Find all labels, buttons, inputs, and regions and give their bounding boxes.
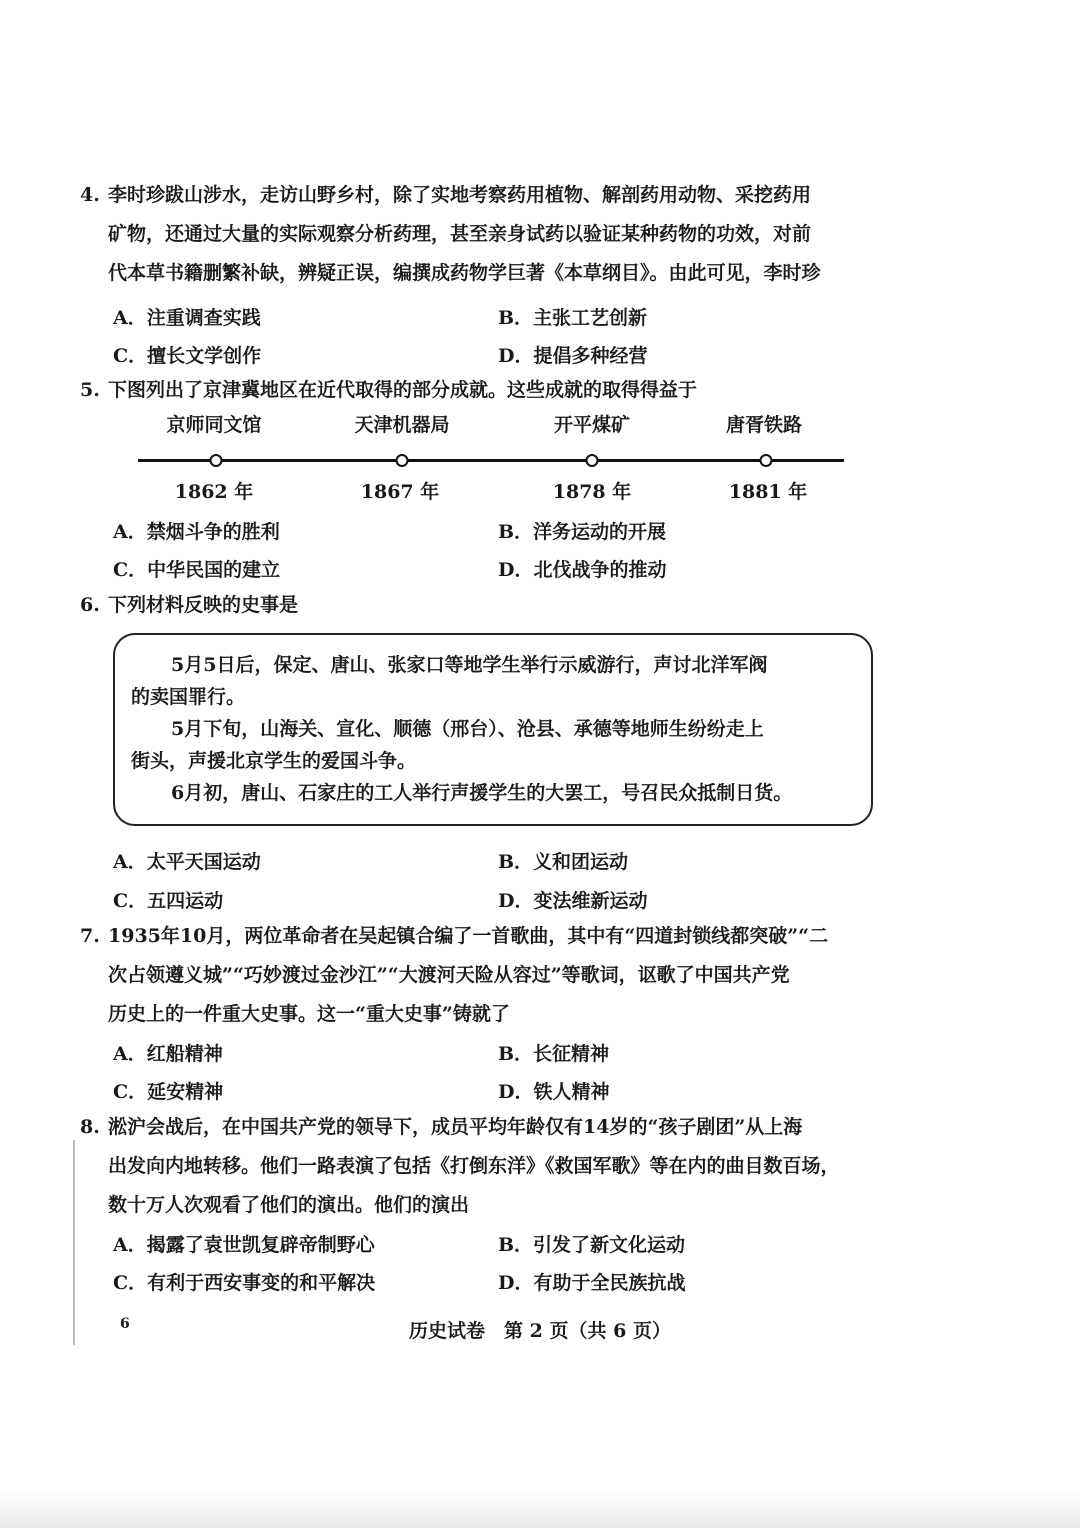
timeline-label: 京师同文馆	[166, 414, 262, 436]
option-c: C．延安精神	[113, 1081, 224, 1103]
question-number: 8.	[80, 1116, 100, 1138]
timeline-node	[210, 454, 223, 467]
question-text: 代本草书籍删繁补缺，辨疑正误，编撰成药物学巨著《本草纲目》。由此可见，李时珍	[108, 262, 821, 284]
timeline-label: 天津机器局	[354, 414, 450, 436]
question-text: 矿物，还通过大量的实际观察分析药理，甚至亲身试药以验证某种药物的功效，对前	[108, 223, 812, 245]
question-text: 1935年10月，两位革命者在吴起镇合编了一首歌曲，其中有“四道封锁线都突破”“二	[108, 925, 829, 947]
question-text: 次占领遵义城”“巧妙渡过金沙江”“大渡河天险从容过”等歌词，讴歌了中国共产党	[108, 964, 790, 986]
question-5	[80, 371, 930, 410]
option-c: C．擅长文学创作	[113, 345, 262, 367]
timeline-label: 开平煤矿	[553, 414, 631, 436]
scan-edge-line	[73, 1140, 75, 1345]
option-b: B．义和团运动	[498, 851, 629, 873]
option-d: D．有助于全民族抗战	[498, 1272, 686, 1294]
option-c: C．五四运动	[113, 890, 224, 912]
question-6	[80, 586, 930, 625]
option-b: B．长征精神	[498, 1043, 610, 1065]
option-a: A．揭露了袁世凯复辟帝制野心	[113, 1234, 375, 1256]
option-a: A．注重调查实践	[113, 307, 261, 329]
option-a: A．禁烟斗争的胜利	[113, 521, 280, 543]
question-text: 李时珍跋山涉水，走访山野乡村，除了实地考察药用植物、解剖药用动物、采挖药用	[108, 184, 812, 206]
question-4	[80, 176, 930, 293]
question-text: 出发向内地转移。他们一路表演了包括《打倒东洋》《救国军歌》等在内的曲目数百场，	[108, 1155, 840, 1177]
question-number: 6.	[80, 594, 100, 616]
material-line: 6月初，唐山、石家庄的工人举行声援学生的大罢工，号召民众抵制日货。	[171, 782, 793, 804]
option-a: A．红船精神	[113, 1043, 223, 1065]
timeline-label: 唐胥铁路	[725, 414, 803, 436]
scan-bottom-shade	[0, 1490, 1080, 1528]
question-number: 5.	[80, 379, 100, 401]
footer-text: 历史试卷 第 2 页（共 6 页）	[409, 1320, 671, 1342]
timeline	[130, 410, 860, 510]
timeline-axis	[138, 459, 844, 462]
option-d: D．北伐战争的推动	[498, 559, 667, 581]
material-line: 5月5日后，保定、唐山、张家口等地学生举行示威游行，声讨北洋军阀	[171, 654, 768, 676]
question-8	[80, 1108, 930, 1225]
question-text: 下列材料反映的史事是	[108, 594, 299, 616]
material-box	[113, 633, 873, 826]
question-number: 7.	[80, 925, 100, 947]
page-mark: 6	[120, 1316, 130, 1332]
option-d: D．提倡多种经营	[498, 345, 648, 367]
timeline-year: 1881 年	[728, 481, 808, 503]
option-b: B．引发了新文化运动	[498, 1234, 686, 1256]
option-c: C．有利于西安事变的和平解决	[113, 1272, 376, 1294]
question-text: 数十万人次观看了他们的演出。他们的演出	[108, 1194, 470, 1216]
timeline-node	[396, 454, 409, 467]
timeline-year: 1867 年	[360, 481, 440, 503]
material-line: 5月下旬，山海关、宣化、顺德（邢台）、沧县、承德等地师生纷纷走上	[171, 718, 764, 740]
question-text: 历史上的一件重大史事。这一“重大史事”铸就了	[108, 1003, 510, 1025]
question-text: 淞沪会战后，在中国共产党的领导下，成员平均年龄仅有14岁的“孩子剧团”从上海	[108, 1116, 803, 1138]
timeline-node	[586, 454, 599, 467]
option-c: C．中华民国的建立	[113, 559, 281, 581]
timeline-node	[760, 454, 773, 467]
question-number: 4.	[80, 184, 100, 206]
option-d: D．变法维新运动	[498, 890, 648, 912]
question-7	[80, 917, 930, 1034]
option-b: B．主张工艺创新	[498, 307, 648, 329]
option-d: D．铁人精神	[498, 1081, 610, 1103]
material-line: 的卖国罪行。	[131, 686, 246, 708]
material-line: 街头，声援北京学生的爱国斗争。	[131, 750, 417, 772]
timeline-year: 1878 年	[552, 481, 632, 503]
question-text: 下图列出了京津冀地区在近代取得的部分成就。这些成就的取得得益于	[108, 379, 698, 401]
option-b: B．洋务运动的开展	[498, 521, 667, 543]
timeline-year: 1862 年	[174, 481, 254, 503]
option-a: A．太平天国运动	[113, 851, 261, 873]
